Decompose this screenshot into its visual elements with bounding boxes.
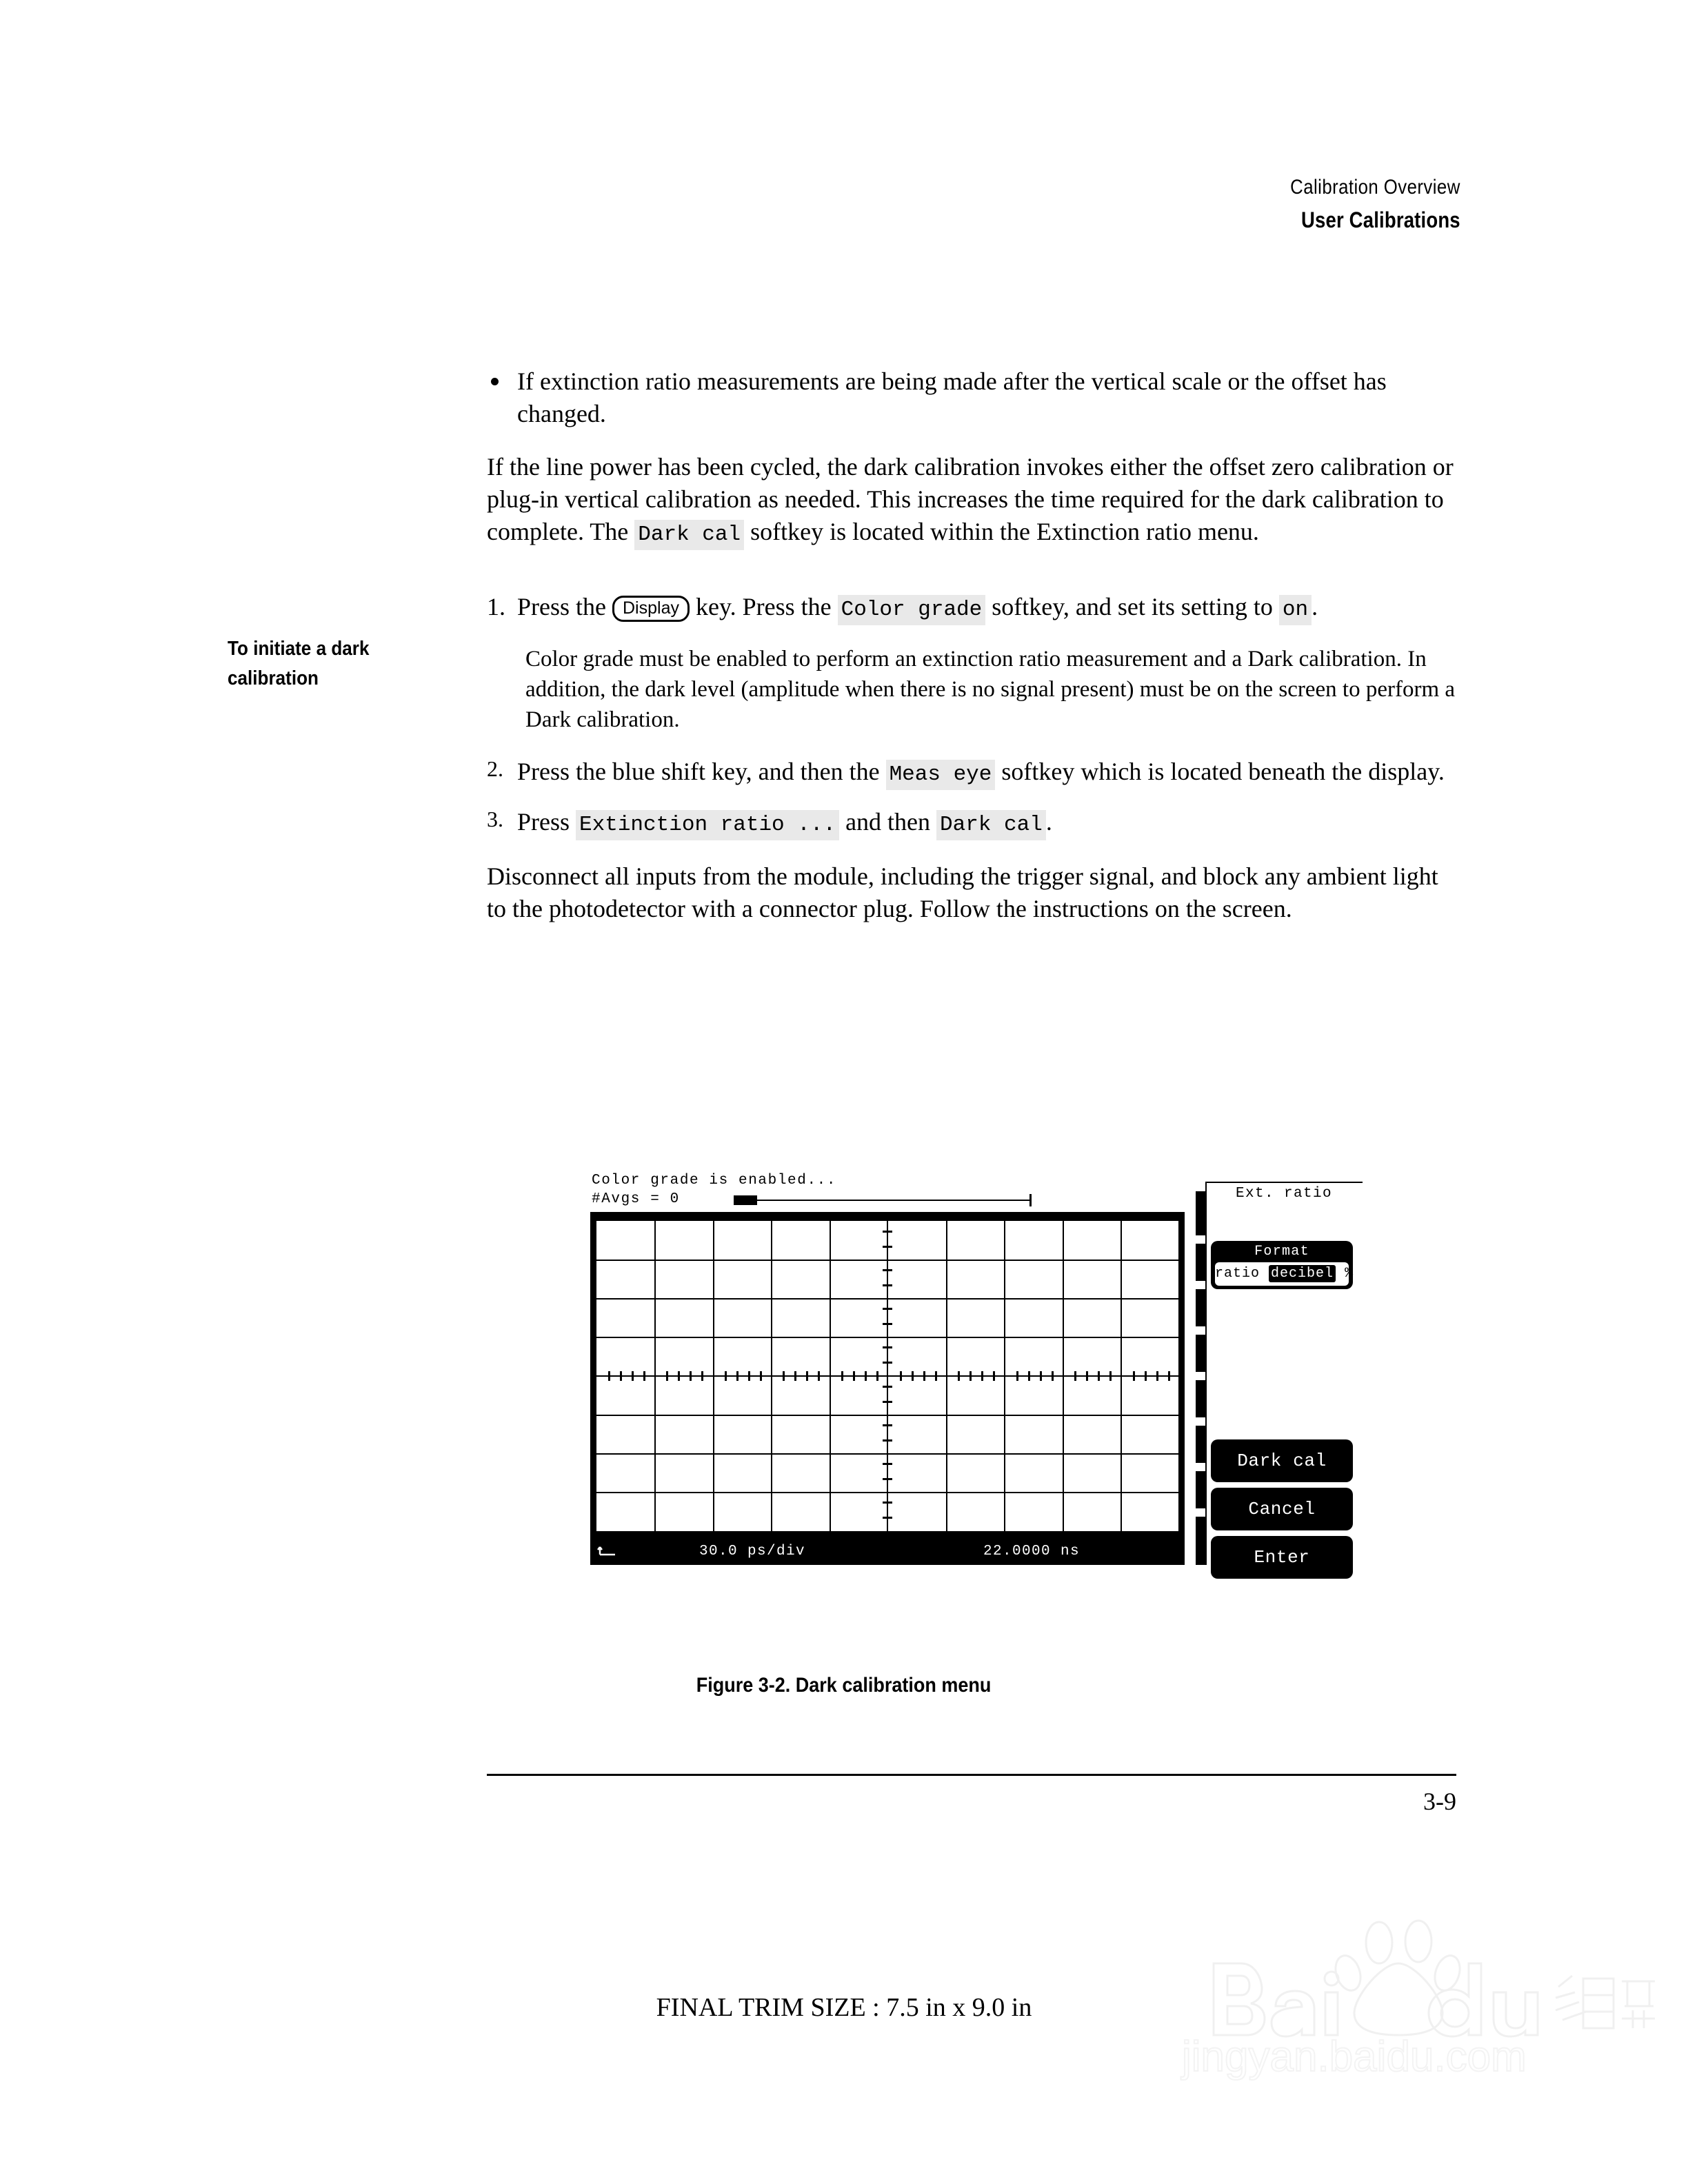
step-2-text-part2: softkey which is located beneath the display. — [995, 758, 1445, 785]
bullet-dot — [491, 378, 499, 385]
softkey-menu-title: Ext. ratio — [1235, 1186, 1333, 1202]
intro-text-part2: softkey is located within the Extinction ratio menu. — [744, 518, 1259, 545]
step-2 — [487, 756, 1456, 791]
trim-size-note: FINAL TRIM SIZE : 7.5 in x 9.0 in — [656, 1993, 1032, 2022]
display-status-bar — [590, 1537, 1185, 1565]
message-averages: #Avgs = 0 — [592, 1191, 680, 1207]
step-1-text-part3: softkey, and set its setting to — [985, 593, 1279, 620]
step-1-text-part1: Press the — [517, 593, 612, 620]
page-header — [1263, 176, 1460, 233]
margin-note-line2: calibration — [228, 667, 319, 689]
message-color-grade-enabled: Color grade is enabled... — [592, 1173, 837, 1189]
figure-caption — [0, 1674, 1688, 1697]
margin-note-line1: To initiate a dark — [228, 638, 370, 660]
watermark-url: jingyan.baidu.com — [1182, 2033, 1527, 2081]
softkey-ref-extinction-ratio: Extinction ratio ... — [576, 810, 839, 840]
header-section: User Calibrations — [1301, 208, 1460, 232]
display-message-area — [590, 1172, 1185, 1212]
figure-dark-calibration-menu — [590, 1172, 1363, 1568]
softkey-panel-rail — [1196, 1191, 1205, 1565]
softkey-format[interactable] — [1211, 1241, 1353, 1289]
format-option-decibel-selected[interactable]: decibel — [1269, 1265, 1336, 1282]
step-1-text-part2: key. Press the — [689, 593, 838, 620]
oscilloscope-display — [590, 1172, 1185, 1565]
softkey-ref-dark-cal: Dark cal — [634, 520, 744, 550]
footer-rule — [487, 1774, 1456, 1776]
softkey-format-title: Format — [1254, 1244, 1309, 1260]
closing-paragraph: Disconnect all inputs from the module, including the trigger signal, and block any ambient light to the photodetector with a connector plug. Follow the instructions on the screen. — [487, 862, 1438, 922]
step-2-text-part1: Press the blue shift key, and then the — [517, 758, 886, 785]
intro-text-part1: If the line power has been cycled, the dark calibration invokes either the offset zero calibration or plug-in vertical calibration as needed. This increases the time required for the dark calibration to complete. The — [487, 453, 1454, 545]
graticule-horizontal-axis — [596, 1375, 1178, 1377]
softkey-cancel[interactable]: Cancel — [1211, 1488, 1353, 1530]
step-1-text-part4: . — [1312, 593, 1318, 620]
margin-note — [228, 634, 455, 694]
step-1-subparagraph: Color grade must be enabled to perform an extinction ratio measurement and a Dark calibration. In addition, the dark level (amplitude when there is no signal present) must be on the screen to perform a Dark calibration. — [525, 647, 1456, 732]
step-3 — [487, 806, 1456, 841]
step-2-number: 2. — [487, 756, 503, 781]
figure-caption-text: Figure 3-2. Dark calibration menu — [696, 1674, 992, 1697]
body-column — [487, 365, 1456, 943]
bullet-item — [487, 365, 1456, 430]
page-number: 3-9 — [1423, 1788, 1456, 1815]
header-chapter: Calibration Overview — [1290, 176, 1460, 199]
softkey-ref-color-grade: Color grade — [838, 595, 986, 625]
progress-indicator — [734, 1200, 1032, 1201]
format-option-ratio[interactable]: ratio — [1215, 1266, 1260, 1282]
softkey-dark-cal[interactable]: Dark cal — [1211, 1439, 1353, 1482]
step-3-text-part1: Press — [517, 808, 576, 836]
format-option-percent[interactable]: % — [1345, 1266, 1354, 1282]
intro-paragraph — [487, 451, 1456, 551]
softkey-menu-panel — [1196, 1172, 1363, 1568]
softkey-ref-meas-eye: Meas eye — [886, 760, 996, 790]
status-timebase: 30.0 ps/div — [699, 1544, 806, 1559]
step-1-number: 1. — [487, 593, 505, 620]
bullet-text: If extinction ratio measurements are being made after the vertical scale or the offset has changed. — [517, 367, 1387, 427]
softkey-format-options[interactable] — [1215, 1262, 1354, 1286]
graticule-frame — [590, 1212, 1185, 1565]
step-3-text-part2: and then — [839, 808, 937, 836]
step-1 — [487, 591, 1456, 626]
step-3-number: 3. — [487, 807, 503, 831]
softkey-ref-dark-cal-step3: Dark cal — [936, 810, 1046, 840]
step-3-text-part3: . — [1045, 808, 1052, 836]
softkey-enter[interactable]: Enter — [1211, 1536, 1353, 1579]
status-delay: 22.0000 ns — [983, 1544, 1081, 1559]
hardkey-display[interactable]: Display — [612, 596, 690, 622]
softkey-ref-on: on — [1279, 595, 1312, 625]
graticule — [594, 1219, 1180, 1533]
trigger-level-icon — [597, 1544, 627, 1559]
